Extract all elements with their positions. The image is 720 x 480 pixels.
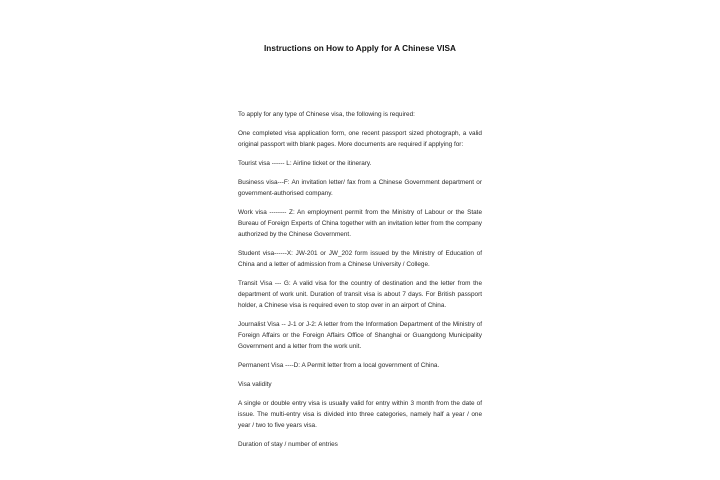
paragraph-business-visa: Business visa---F: An invitation letter/ fax from a Chinese Government department or government-authorised company.	[238, 179, 482, 197]
heading-duration-of-stay: Duration of stay / number of entries	[238, 441, 338, 448]
paragraph-student-visa: Student visa------X: JW-201 or JW_202 form issued by the Ministry of Education of China and a letter of admission from a Chinese University / College.	[238, 250, 482, 268]
heading-visa-validity: Visa validity	[238, 381, 272, 388]
document-body	[238, 109, 482, 458]
paragraph-tourist-visa: Tourist visa ------ L: Airline ticket or the itinerary.	[238, 160, 372, 167]
paragraph-visa-validity: A single or double entry visa is usually valid for entry within 3 month from the date of issue. The multi-entry visa is divided into three categories, namely half a year / one year / two to five years visa.	[238, 400, 482, 429]
paragraph-general-documents: One completed visa application form, one recent passport sized photograph, a valid original passport with blank pages. More documents are required if applying for:	[238, 130, 482, 148]
document-title: Instructions on How to Apply for A Chinese VISA	[263, 44, 457, 53]
paragraph-requirements-intro: To apply for any type of Chinese visa, the following is required:	[238, 111, 415, 118]
paragraph-journalist-visa: Journalist Visa -- J-1 or J-2: A letter from the Information Department of the Ministry of Foreign Affairs or the Foreign Affairs Office of Shanghai or Guangdong Municipality Government and a letter from the work unit.	[238, 321, 482, 350]
paragraph-work-visa: Work visa -------- Z: An employment permit from the Ministry of Labour or the State Bureau of Foreign Experts of China together with an invitation letter from the company authorized by the Chinese Government.	[238, 209, 482, 238]
paragraph-transit-visa: Transit Visa --- G: A valid visa for the country of destination and the letter from the department of work unit. Duration of transit visa is about 7 days. For British passport holder, a Chinese visa is required even to stop over in an airport of China.	[238, 280, 482, 309]
paragraph-permanent-visa: Permanent Visa ----D: A Permit letter from a local government of China.	[238, 362, 440, 369]
